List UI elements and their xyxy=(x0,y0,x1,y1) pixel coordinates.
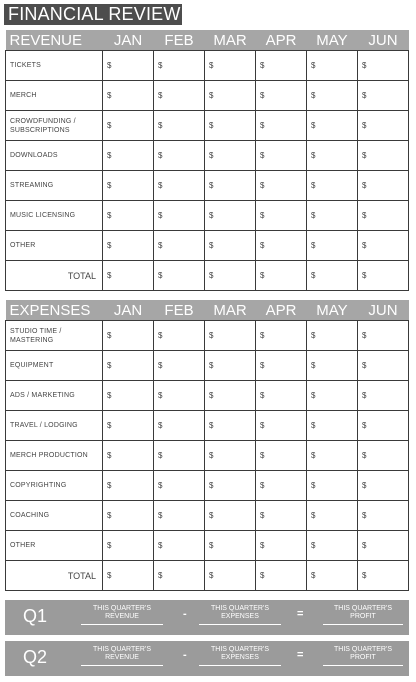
amount-cell[interactable]: $ xyxy=(256,141,307,171)
amount-cell[interactable]: $ xyxy=(103,231,154,261)
amount-cell[interactable]: $ xyxy=(154,381,205,411)
amount-cell[interactable]: $ xyxy=(103,501,154,531)
row-label: COACHING xyxy=(6,501,103,531)
amount-cell[interactable]: $ xyxy=(205,501,256,531)
row-label: OTHER xyxy=(6,531,103,561)
month-header: APR xyxy=(256,300,307,321)
amount-cell[interactable]: $ xyxy=(154,81,205,111)
amount-cell[interactable]: $ xyxy=(205,351,256,381)
amount-cell[interactable]: $ xyxy=(154,141,205,171)
revenue-table xyxy=(5,30,409,291)
row-label: STUDIO TIME / MASTERING xyxy=(6,321,103,351)
amount-cell[interactable]: $ xyxy=(358,201,409,231)
quarter-revenue-field[interactable]: THIS QUARTER'S REVENUE xyxy=(81,646,163,666)
amount-cell[interactable]: $ xyxy=(358,141,409,171)
amount-cell[interactable]: $ xyxy=(358,441,409,471)
amount-cell[interactable]: $ xyxy=(307,501,358,531)
amount-cell[interactable]: $ xyxy=(256,531,307,561)
amount-cell[interactable]: $ xyxy=(256,231,307,261)
table-row xyxy=(6,531,409,561)
amount-cell[interactable]: $ xyxy=(307,351,358,381)
amount-cell[interactable]: $ xyxy=(358,351,409,381)
month-header: MAY xyxy=(307,30,358,51)
expenses-table xyxy=(5,300,409,591)
amount-cell[interactable]: $ xyxy=(307,471,358,501)
row-label: COPYRIGHTING xyxy=(6,471,103,501)
amount-cell[interactable]: $ xyxy=(307,81,358,111)
amount-cell[interactable]: $ xyxy=(205,471,256,501)
amount-cell[interactable]: $ xyxy=(358,111,409,141)
amount-cell[interactable]: $ xyxy=(154,201,205,231)
amount-cell[interactable]: $ xyxy=(205,561,256,591)
month-header: FEB xyxy=(154,300,205,321)
quarter-expenses-field[interactable]: THIS QUARTER'S EXPENSES xyxy=(199,605,281,625)
amount-cell[interactable]: $ xyxy=(307,51,358,81)
amount-cell[interactable]: $ xyxy=(307,201,358,231)
amount-cell[interactable]: $ xyxy=(256,111,307,141)
amount-cell[interactable]: $ xyxy=(256,471,307,501)
row-label: MUSIC LICENSING xyxy=(6,201,103,231)
quarter-profit-field[interactable]: THIS QUARTER'S PROFIT xyxy=(323,605,403,625)
amount-cell[interactable]: $ xyxy=(307,381,358,411)
amount-cell[interactable]: $ xyxy=(307,531,358,561)
amount-cell[interactable]: $ xyxy=(358,501,409,531)
amount-cell[interactable]: $ xyxy=(154,531,205,561)
amount-cell[interactable]: $ xyxy=(154,501,205,531)
table-row xyxy=(6,561,409,591)
amount-cell[interactable]: $ xyxy=(103,561,154,591)
table-row xyxy=(6,141,409,171)
amount-cell[interactable]: $ xyxy=(205,381,256,411)
amount-cell[interactable]: $ xyxy=(358,531,409,561)
table-row xyxy=(6,351,409,381)
row-label: MERCH PRODUCTION xyxy=(6,441,103,471)
amount-cell[interactable]: $ xyxy=(103,321,154,351)
amount-cell[interactable]: $ xyxy=(205,141,256,171)
table-row xyxy=(6,51,409,81)
amount-cell[interactable]: $ xyxy=(205,51,256,81)
amount-cell[interactable]: $ xyxy=(307,171,358,201)
equals-sign: = xyxy=(297,608,304,620)
amount-cell[interactable]: $ xyxy=(256,321,307,351)
amount-cell[interactable]: $ xyxy=(205,321,256,351)
amount-cell[interactable]: $ xyxy=(154,441,205,471)
row-label: TRAVEL / LODGING xyxy=(6,411,103,441)
amount-cell[interactable]: $ xyxy=(256,81,307,111)
month-header: JUN xyxy=(358,30,409,51)
amount-cell[interactable]: $ xyxy=(256,51,307,81)
equals-sign: = xyxy=(297,649,304,661)
amount-cell[interactable]: $ xyxy=(307,231,358,261)
table-row xyxy=(6,81,409,111)
amount-cell[interactable]: $ xyxy=(103,81,154,111)
row-label: CROWDFUNDING / SUBSCRIPTIONS xyxy=(6,111,103,141)
amount-cell[interactable]: $ xyxy=(307,141,358,171)
amount-cell[interactable]: $ xyxy=(307,261,358,291)
amount-cell[interactable]: $ xyxy=(154,51,205,81)
table-row xyxy=(6,231,409,261)
amount-cell[interactable]: $ xyxy=(205,81,256,111)
page-title: FINANCIAL REVIEW xyxy=(4,4,182,25)
amount-cell[interactable]: $ xyxy=(307,111,358,141)
amount-cell[interactable]: $ xyxy=(103,141,154,171)
amount-cell[interactable]: $ xyxy=(256,171,307,201)
amount-cell[interactable]: $ xyxy=(358,411,409,441)
amount-cell[interactable]: $ xyxy=(154,561,205,591)
amount-cell[interactable]: $ xyxy=(256,351,307,381)
amount-cell[interactable]: $ xyxy=(103,441,154,471)
amount-cell[interactable]: $ xyxy=(154,471,205,501)
row-label: ADS / MARKETING xyxy=(6,381,103,411)
amount-cell[interactable]: $ xyxy=(307,441,358,471)
table-row xyxy=(6,471,409,501)
row-label: MERCH xyxy=(6,81,103,111)
amount-cell[interactable]: $ xyxy=(103,51,154,81)
amount-cell[interactable]: $ xyxy=(307,321,358,351)
table-row xyxy=(6,381,409,411)
month-header: MAY xyxy=(307,300,358,321)
amount-cell[interactable]: $ xyxy=(205,531,256,561)
quarter-summary-q1 xyxy=(5,600,409,635)
amount-cell[interactable]: $ xyxy=(205,261,256,291)
month-header: MAR xyxy=(205,30,256,51)
amount-cell[interactable]: $ xyxy=(256,261,307,291)
amount-cell[interactable]: $ xyxy=(103,471,154,501)
amount-cell[interactable]: $ xyxy=(205,411,256,441)
row-label: STREAMING xyxy=(6,171,103,201)
quarter-revenue-field[interactable]: THIS QUARTER'S REVENUE xyxy=(81,605,163,625)
revenue-header: REVENUE xyxy=(6,30,103,51)
amount-cell[interactable]: $ xyxy=(205,231,256,261)
amount-cell[interactable]: $ xyxy=(154,171,205,201)
amount-cell[interactable]: $ xyxy=(103,261,154,291)
table-row xyxy=(6,171,409,201)
amount-cell[interactable]: $ xyxy=(205,201,256,231)
amount-cell[interactable]: $ xyxy=(358,171,409,201)
amount-cell[interactable]: $ xyxy=(154,261,205,291)
row-label: TICKETS xyxy=(6,51,103,81)
amount-cell[interactable]: $ xyxy=(103,531,154,561)
table-row xyxy=(6,441,409,471)
amount-cell[interactable]: $ xyxy=(154,111,205,141)
amount-cell[interactable]: $ xyxy=(205,171,256,201)
amount-cell[interactable]: $ xyxy=(256,561,307,591)
amount-cell[interactable]: $ xyxy=(307,561,358,591)
row-label: EQUIPMENT xyxy=(6,351,103,381)
amount-cell[interactable]: $ xyxy=(103,381,154,411)
amount-cell[interactable]: $ xyxy=(154,231,205,261)
month-header: FEB xyxy=(154,30,205,51)
amount-cell[interactable]: $ xyxy=(256,411,307,441)
quarter-expenses-field[interactable]: THIS QUARTER'S EXPENSES xyxy=(199,646,281,666)
amount-cell[interactable]: $ xyxy=(154,321,205,351)
month-header: MAR xyxy=(205,300,256,321)
amount-cell[interactable]: $ xyxy=(358,51,409,81)
amount-cell[interactable]: $ xyxy=(154,411,205,441)
amount-cell[interactable]: $ xyxy=(358,81,409,111)
minus-sign: - xyxy=(183,649,187,661)
amount-cell[interactable]: $ xyxy=(256,381,307,411)
quarter-summary-q2 xyxy=(5,641,409,676)
quarter-name: Q2 xyxy=(23,647,48,667)
total-label: TOTAL xyxy=(6,561,103,591)
amount-cell[interactable]: $ xyxy=(307,411,358,441)
amount-cell[interactable]: $ xyxy=(256,441,307,471)
amount-cell[interactable]: $ xyxy=(358,261,409,291)
month-header: APR xyxy=(256,30,307,51)
amount-cell[interactable]: $ xyxy=(256,501,307,531)
table-row xyxy=(6,501,409,531)
amount-cell[interactable]: $ xyxy=(154,351,205,381)
month-header: JAN xyxy=(103,300,154,321)
row-label: OTHER xyxy=(6,231,103,261)
amount-cell[interactable]: $ xyxy=(256,201,307,231)
total-label: TOTAL xyxy=(6,261,103,291)
amount-cell[interactable]: $ xyxy=(103,111,154,141)
amount-cell[interactable]: $ xyxy=(358,561,409,591)
amount-cell[interactable]: $ xyxy=(103,411,154,441)
amount-cell[interactable]: $ xyxy=(103,171,154,201)
minus-sign: - xyxy=(183,608,187,620)
amount-cell[interactable]: $ xyxy=(205,111,256,141)
table-row xyxy=(6,321,409,351)
table-row xyxy=(6,201,409,231)
amount-cell[interactable]: $ xyxy=(358,231,409,261)
quarter-profit-field[interactable]: THIS QUARTER'S PROFIT xyxy=(323,646,403,666)
amount-cell[interactable]: $ xyxy=(103,351,154,381)
quarter-name: Q1 xyxy=(23,606,48,626)
expenses-header: EXPENSES xyxy=(6,300,103,321)
table-row xyxy=(6,261,409,291)
amount-cell[interactable]: $ xyxy=(358,471,409,501)
table-row xyxy=(6,411,409,441)
amount-cell[interactable]: $ xyxy=(358,381,409,411)
row-label: DOWNLOADS xyxy=(6,141,103,171)
amount-cell[interactable]: $ xyxy=(205,441,256,471)
table-row xyxy=(6,111,409,141)
amount-cell[interactable]: $ xyxy=(103,201,154,231)
amount-cell[interactable]: $ xyxy=(358,321,409,351)
month-header: JUN xyxy=(358,300,409,321)
month-header: JAN xyxy=(103,30,154,51)
